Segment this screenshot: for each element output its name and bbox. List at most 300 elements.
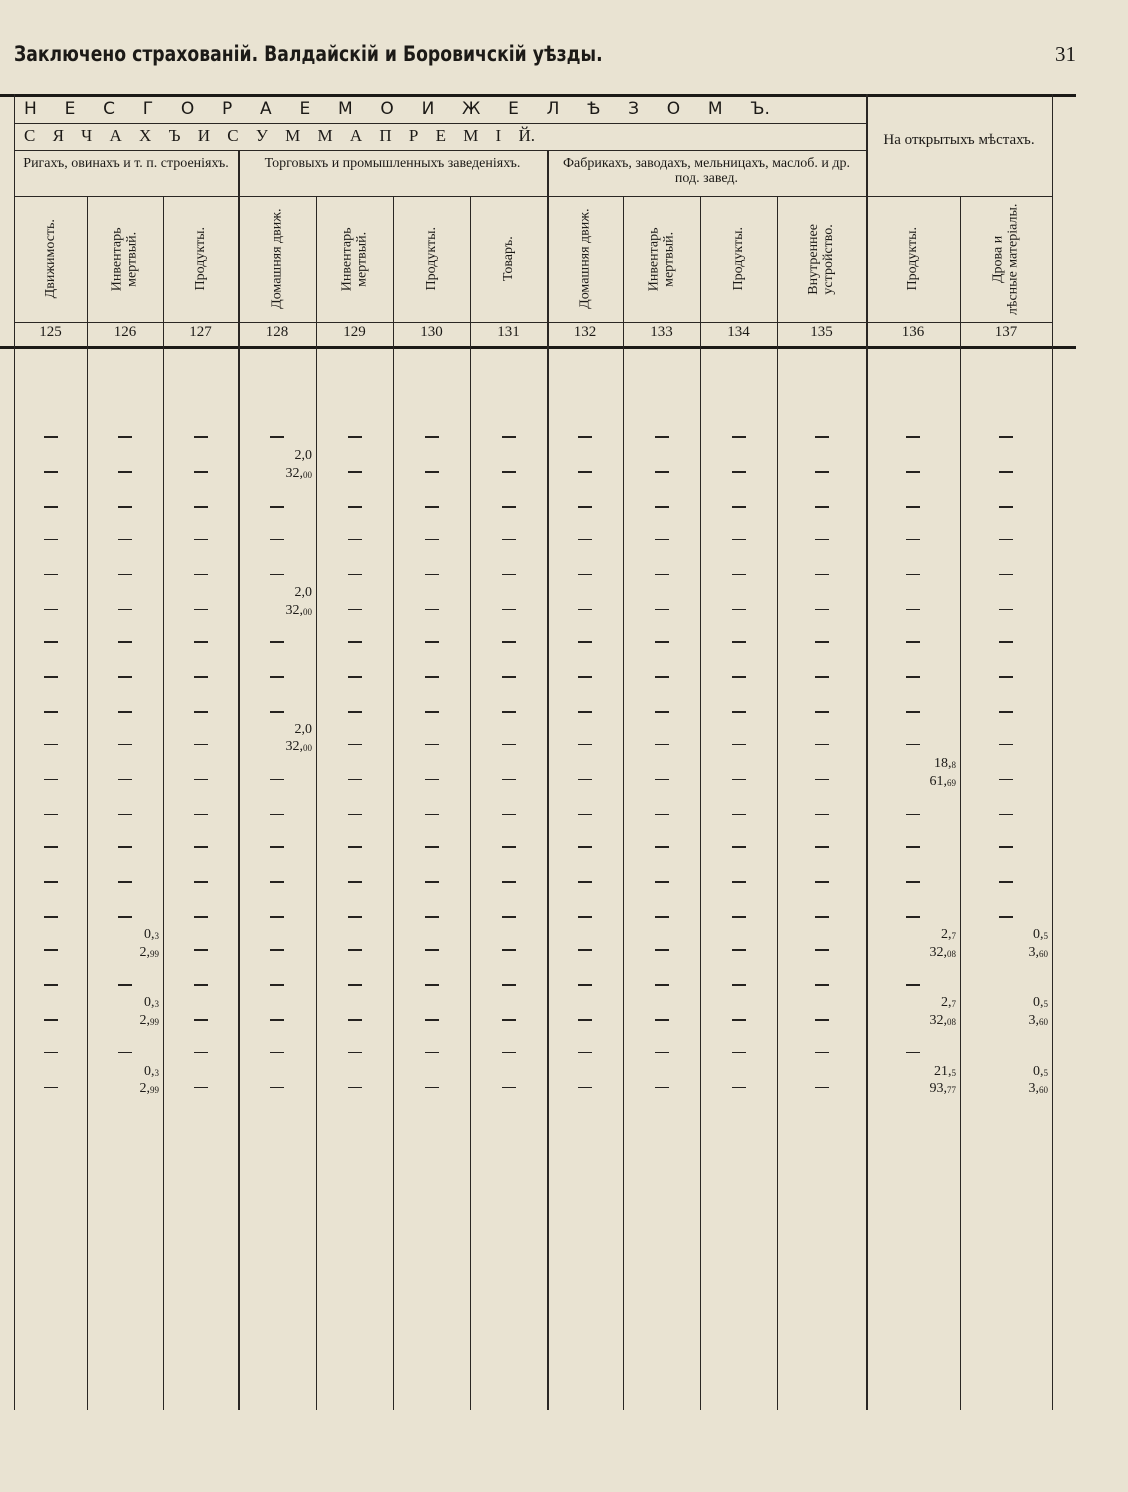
value-top: $2,_7$	[941, 995, 956, 1011]
empty-dash	[815, 1019, 829, 1021]
empty-dash	[44, 814, 58, 816]
empty-dash	[906, 506, 920, 508]
value-cell	[83, 926, 159, 961]
empty-dash	[732, 744, 746, 746]
column-header-126	[87, 200, 163, 318]
column-header-134	[700, 200, 777, 318]
empty-dash	[118, 506, 132, 508]
title-letter: Ъ	[168, 126, 181, 145]
value-top: 2,0	[294, 448, 312, 464]
column-divider-6	[470, 196, 471, 1410]
empty-dash	[118, 641, 132, 643]
empty-dash	[732, 506, 746, 508]
empty-dash	[732, 814, 746, 816]
title-letter: У	[255, 126, 268, 145]
empty-dash	[118, 744, 132, 746]
empty-dash	[118, 1052, 132, 1054]
empty-dash	[44, 744, 58, 746]
empty-dash	[194, 506, 208, 508]
empty-dash	[906, 881, 920, 883]
empty-dash	[578, 779, 592, 781]
empty-dash	[118, 846, 132, 848]
empty-dash	[194, 711, 208, 713]
value-cell	[880, 755, 956, 790]
empty-dash	[655, 1087, 669, 1089]
empty-dash	[655, 916, 669, 918]
value-cell	[880, 1063, 956, 1098]
title-letter: Г	[142, 99, 154, 119]
empty-dash	[502, 814, 516, 816]
title-letter: А	[260, 99, 272, 119]
empty-dash	[44, 1087, 58, 1089]
empty-dash	[815, 641, 829, 643]
empty-dash	[44, 506, 58, 508]
empty-dash	[815, 779, 829, 781]
title-letter: Л	[546, 99, 560, 119]
empty-dash	[502, 744, 516, 746]
empty-dash	[194, 949, 208, 951]
empty-dash	[502, 539, 516, 541]
value-cell	[83, 1063, 159, 1098]
empty-dash	[425, 1052, 439, 1054]
column-number: 126	[113, 324, 137, 340]
value-top: $2,_7$	[941, 927, 956, 942]
empty-dash	[815, 814, 829, 816]
empty-dash	[906, 984, 920, 986]
empty-dash	[732, 676, 746, 678]
title-fireproof-iron	[24, 99, 770, 119]
title-letter: И	[197, 126, 211, 145]
empty-dash	[578, 846, 592, 848]
empty-dash	[906, 609, 920, 611]
value-top: $21,_5$	[934, 1063, 956, 1079]
title-letter: А	[109, 126, 122, 145]
title-letter: М	[285, 126, 301, 145]
empty-dash	[732, 609, 746, 611]
empty-dash	[425, 984, 439, 986]
empty-dash	[502, 1087, 516, 1089]
column-header-127	[163, 200, 238, 318]
group-divider-1	[238, 150, 240, 1410]
column-number: 137	[994, 324, 1018, 340]
value-top: $0,_5$	[1033, 1063, 1048, 1079]
empty-dash	[194, 641, 208, 643]
value-top: $0,_3$	[144, 927, 159, 942]
title-letter: С	[227, 126, 239, 145]
value-cell	[972, 926, 1048, 961]
empty-dash	[270, 814, 284, 816]
empty-dash	[348, 471, 362, 473]
group-label-2: Торговыхъ и промышленныхъ заведеніяхъ.	[264, 156, 521, 171]
column-label: Домашняя движ.	[269, 208, 285, 310]
empty-dash	[348, 641, 362, 643]
empty-dash	[578, 984, 592, 986]
empty-dash	[502, 984, 516, 986]
title-letter: А	[349, 126, 363, 145]
empty-dash	[118, 984, 132, 986]
empty-dash	[815, 949, 829, 951]
empty-dash	[732, 539, 746, 541]
group-label-3: Фабрикахъ, заводахъ, мельницахъ, маслоб. и др. под. завед.	[562, 156, 851, 187]
empty-dash	[348, 814, 362, 816]
column-number: 134	[727, 324, 750, 340]
subtitle-row-rule	[14, 150, 866, 151]
column-header-136	[866, 200, 960, 318]
column-number: 129	[343, 324, 366, 340]
empty-dash	[425, 881, 439, 883]
empty-dash	[348, 881, 362, 883]
empty-dash	[348, 539, 362, 541]
empty-dash	[999, 539, 1013, 541]
empty-dash	[425, 436, 439, 438]
column-divider-8	[623, 196, 624, 1410]
title-letter: П	[379, 126, 392, 145]
title-row-rule	[14, 123, 866, 124]
value-top: $0,_5$	[1033, 927, 1048, 942]
empty-dash	[578, 711, 592, 713]
empty-dash	[270, 949, 284, 951]
empty-dash	[906, 846, 920, 848]
column-label: Продукты.	[730, 227, 746, 291]
title-letter: І	[495, 126, 502, 145]
empty-dash	[270, 779, 284, 781]
title-letter: Я	[52, 126, 64, 145]
value-cell	[880, 926, 956, 961]
empty-dash	[425, 949, 439, 951]
empty-dash	[815, 1052, 829, 1054]
empty-dash	[578, 676, 592, 678]
empty-dash	[348, 984, 362, 986]
empty-dash	[578, 641, 592, 643]
empty-dash	[906, 641, 920, 643]
title-letter: Й.	[518, 126, 535, 145]
empty-dash	[578, 1052, 592, 1054]
empty-dash	[578, 471, 592, 473]
empty-dash	[578, 881, 592, 883]
empty-dash	[44, 676, 58, 678]
column-label: Продукты.	[192, 227, 208, 291]
empty-dash	[425, 779, 439, 781]
empty-dash	[44, 641, 58, 643]
empty-dash	[578, 1019, 592, 1021]
empty-dash	[999, 676, 1013, 678]
empty-dash	[999, 711, 1013, 713]
empty-dash	[44, 471, 58, 473]
empty-dash	[194, 916, 208, 918]
empty-dash	[655, 676, 669, 678]
empty-dash	[194, 881, 208, 883]
empty-dash	[270, 846, 284, 848]
empty-dash	[502, 436, 516, 438]
empty-dash	[194, 574, 208, 576]
empty-dash	[348, 846, 362, 848]
empty-dash	[732, 471, 746, 473]
empty-dash	[502, 1052, 516, 1054]
empty-dash	[270, 1019, 284, 1021]
column-label: Движимость.	[42, 219, 58, 299]
empty-dash	[815, 471, 829, 473]
empty-dash	[270, 711, 284, 713]
empty-dash	[815, 881, 829, 883]
empty-dash	[655, 711, 669, 713]
empty-dash	[348, 1087, 362, 1089]
empty-dash	[578, 436, 592, 438]
value-bottom: $32,_{08}$	[929, 944, 956, 960]
empty-dash	[502, 506, 516, 508]
empty-dash	[270, 574, 284, 576]
column-label: Инвентарь мертвый.	[646, 227, 677, 291]
empty-dash	[44, 1019, 58, 1021]
page-number: 31	[1055, 42, 1076, 66]
empty-dash	[578, 574, 592, 576]
value-cell	[972, 1063, 1048, 1098]
empty-dash	[815, 609, 829, 611]
empty-dash	[815, 574, 829, 576]
empty-dash	[502, 574, 516, 576]
empty-dash	[270, 881, 284, 883]
value-bottom: $2,_{99}$	[139, 1081, 159, 1097]
title-letter: О	[666, 99, 681, 119]
empty-dash	[44, 711, 58, 713]
empty-dash	[578, 506, 592, 508]
empty-dash	[502, 641, 516, 643]
empty-dash	[502, 949, 516, 951]
empty-dash	[655, 574, 669, 576]
empty-dash	[815, 1087, 829, 1089]
empty-dash	[578, 814, 592, 816]
title-letter: З	[628, 99, 639, 119]
empty-dash	[44, 846, 58, 848]
column-divider-5	[393, 196, 394, 1410]
empty-dash	[999, 574, 1013, 576]
empty-dash	[999, 744, 1013, 746]
column-divider-4	[316, 196, 317, 1410]
title-letter: Е	[64, 99, 76, 119]
empty-dash	[578, 744, 592, 746]
right-border	[1052, 94, 1053, 1410]
column-header-128	[238, 200, 316, 318]
empty-dash	[194, 1052, 208, 1054]
column-label: Внутреннее устройство.	[806, 223, 837, 295]
empty-dash	[348, 779, 362, 781]
empty-dash	[999, 814, 1013, 816]
open-places-label: На открытыхъ мѣстахъ.	[883, 132, 1035, 148]
title-letter: О	[380, 99, 394, 119]
empty-dash	[118, 711, 132, 713]
title-letter: Р	[222, 99, 233, 119]
empty-dash	[906, 436, 920, 438]
empty-dash	[655, 506, 669, 508]
empty-dash	[906, 676, 920, 678]
value-bottom: $2,_{99}$	[139, 1012, 159, 1028]
value-bottom: $3,_{60}$	[1028, 1012, 1048, 1028]
empty-dash	[270, 436, 284, 438]
empty-dash	[655, 539, 669, 541]
empty-dash	[270, 539, 284, 541]
empty-dash	[425, 676, 439, 678]
empty-dash	[502, 676, 516, 678]
column-header-137	[960, 200, 1052, 318]
empty-dash	[270, 984, 284, 986]
value-cell	[972, 994, 1048, 1029]
empty-dash	[502, 881, 516, 883]
empty-dash	[44, 436, 58, 438]
empty-dash	[732, 779, 746, 781]
empty-dash	[732, 846, 746, 848]
empty-dash	[194, 676, 208, 678]
empty-dash	[194, 846, 208, 848]
empty-dash	[194, 984, 208, 986]
empty-dash	[502, 609, 516, 611]
empty-dash	[118, 609, 132, 611]
column-header-131	[470, 200, 547, 318]
empty-dash	[425, 506, 439, 508]
empty-dash	[655, 1019, 669, 1021]
empty-dash	[194, 1019, 208, 1021]
empty-dash	[348, 1019, 362, 1021]
empty-dash	[655, 1052, 669, 1054]
empty-dash	[270, 641, 284, 643]
column-header-129	[316, 200, 393, 318]
empty-dash	[815, 846, 829, 848]
empty-dash	[348, 609, 362, 611]
empty-dash	[118, 779, 132, 781]
column-divider-12	[960, 196, 961, 1410]
empty-dash	[348, 676, 362, 678]
empty-dash	[44, 984, 58, 986]
empty-dash	[348, 574, 362, 576]
value-bottom: $32,_{08}$	[929, 1012, 956, 1028]
empty-dash	[425, 641, 439, 643]
empty-dash	[118, 471, 132, 473]
column-header-132	[547, 200, 623, 318]
value-bottom: $3,_{60}$	[1028, 1081, 1048, 1097]
column-label: Инвентарь мертвый.	[109, 227, 140, 291]
empty-dash	[270, 1087, 284, 1089]
empty-dash	[655, 436, 669, 438]
empty-dash	[348, 744, 362, 746]
title-letter: Х	[138, 126, 152, 145]
column-header-133	[623, 200, 700, 318]
value-bottom: $32,_{00}$	[285, 602, 312, 618]
empty-dash	[194, 471, 208, 473]
title-letter: О	[180, 99, 195, 119]
title-letter: М	[317, 126, 333, 145]
empty-dash	[732, 1019, 746, 1021]
empty-dash	[194, 744, 208, 746]
column-divider-1	[87, 196, 88, 1410]
empty-dash	[999, 881, 1013, 883]
empty-dash	[348, 711, 362, 713]
empty-dash	[502, 779, 516, 781]
empty-dash	[655, 471, 669, 473]
column-number: 131	[497, 324, 520, 340]
title-letter: С	[103, 99, 115, 119]
page-header	[14, 42, 1076, 78]
empty-dash	[732, 881, 746, 883]
empty-dash	[44, 916, 58, 918]
empty-dash	[502, 846, 516, 848]
value-cell	[236, 584, 312, 619]
title-letter: М	[463, 126, 479, 145]
empty-dash	[815, 506, 829, 508]
title-letter: Ж	[462, 99, 481, 119]
empty-dash	[655, 984, 669, 986]
empty-dash	[815, 984, 829, 986]
empty-dash	[270, 676, 284, 678]
empty-dash	[578, 539, 592, 541]
value-cell	[83, 994, 159, 1029]
empty-dash	[118, 574, 132, 576]
title-letter: Е	[435, 126, 446, 145]
empty-dash	[732, 916, 746, 918]
empty-dash	[732, 984, 746, 986]
value-top: $18,_8$	[934, 756, 956, 771]
empty-dash	[425, 916, 439, 918]
empty-dash	[906, 471, 920, 473]
title-letter: Ъ.	[750, 99, 770, 119]
empty-dash	[906, 539, 920, 541]
value-cell	[236, 447, 312, 482]
title-letter: Р	[408, 126, 419, 145]
group-row-rule	[14, 196, 1052, 197]
value-top: $0,_5$	[1033, 995, 1048, 1011]
value-bottom: $32,_{00}$	[285, 739, 312, 755]
empty-dash	[578, 1087, 592, 1089]
empty-dash	[999, 916, 1013, 918]
empty-dash	[815, 676, 829, 678]
group-label-1: Ригахъ, овинахъ и т. п. строеніяхъ.	[23, 156, 229, 171]
column-number: 127	[189, 324, 212, 340]
title-letter: Ч	[81, 126, 93, 145]
title-letter: Н	[24, 99, 37, 119]
group-divider-2	[547, 150, 549, 1410]
empty-dash	[815, 539, 829, 541]
empty-dash	[194, 779, 208, 781]
empty-dash	[815, 744, 829, 746]
empty-dash	[270, 506, 284, 508]
value-bottom: $32,_{00}$	[285, 465, 312, 481]
empty-dash	[44, 949, 58, 951]
value-bottom: $3,_{60}$	[1028, 944, 1048, 960]
empty-dash	[655, 881, 669, 883]
empty-dash	[194, 609, 208, 611]
empty-dash	[348, 949, 362, 951]
empty-dash	[655, 641, 669, 643]
empty-dash	[578, 949, 592, 951]
column-label: Дрова и лѣсные матеріалы.	[990, 203, 1022, 315]
empty-dash	[999, 471, 1013, 473]
empty-dash	[425, 814, 439, 816]
value-bottom: $2,_{99}$	[139, 944, 159, 960]
empty-dash	[348, 916, 362, 918]
empty-dash	[906, 1052, 920, 1054]
empty-dash	[425, 1019, 439, 1021]
value-top: 2,0	[294, 721, 312, 737]
value-top: 2,0	[294, 585, 312, 600]
empty-dash	[348, 1052, 362, 1054]
empty-dash	[270, 1052, 284, 1054]
value-cell	[880, 994, 956, 1029]
empty-dash	[578, 609, 592, 611]
empty-dash	[348, 506, 362, 508]
empty-dash	[118, 916, 132, 918]
empty-dash	[732, 1052, 746, 1054]
empty-dash	[270, 916, 284, 918]
column-header-135	[777, 200, 866, 318]
empty-dash	[118, 814, 132, 816]
empty-dash	[655, 949, 669, 951]
